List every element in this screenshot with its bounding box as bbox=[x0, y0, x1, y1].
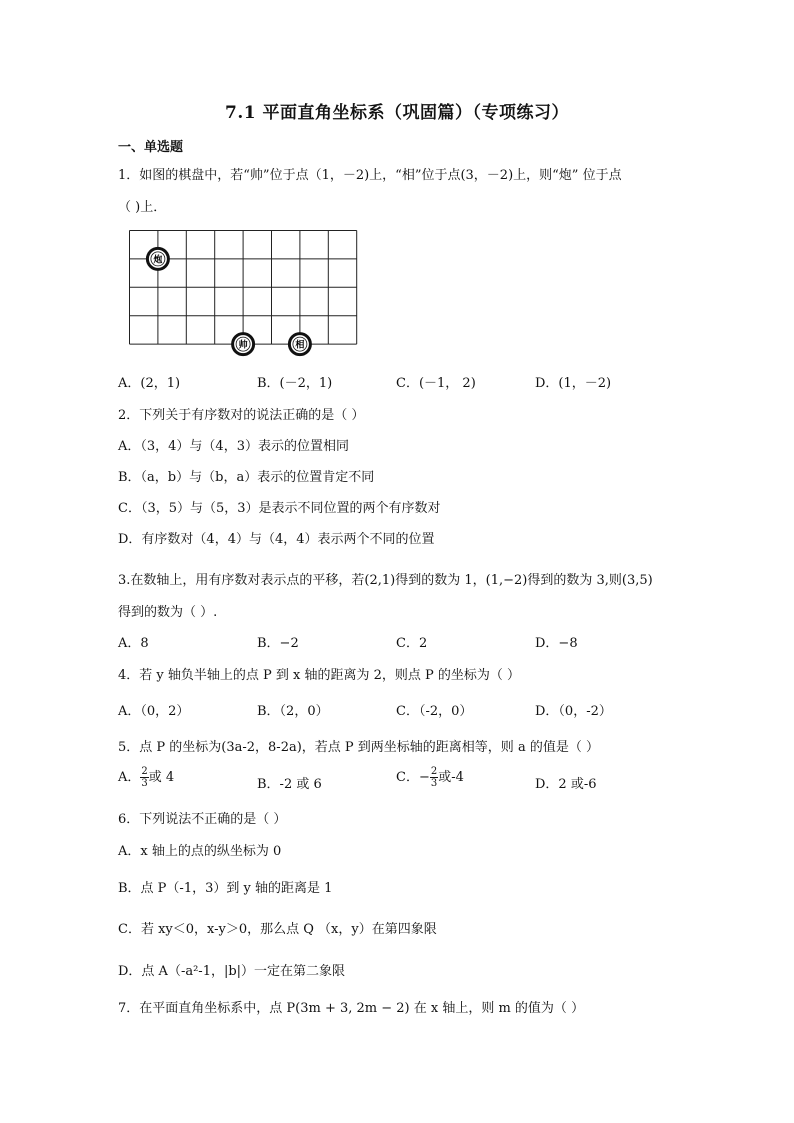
question-4-text: 4．若 y 轴负半轴上的点 P 到 x 轴的距离为 2，则点 P 的坐标为（ ） bbox=[118, 668, 521, 683]
fraction-numerator: 2 bbox=[141, 766, 148, 777]
option-c-prefix: C．− bbox=[396, 770, 430, 785]
question-3-option-d: D．−8 bbox=[535, 636, 578, 651]
question-3-option-a: A．8 bbox=[118, 636, 149, 651]
question-1-option-a: A．(2，1) bbox=[118, 376, 181, 391]
question-6-text: 6．下列说法不正确的是（ ） bbox=[118, 812, 287, 827]
question-2-option-a: A．（3，4）与（4，3）表示的位置相同 bbox=[118, 439, 349, 454]
question-3-text: 3.在数轴上，用有序数对表示点的平移，若(2,1)得到的数为 1，(1,−2)得到的数为 3,则(3,5) bbox=[118, 573, 653, 588]
question-6-option-d: D．点 A（-a²-1，|b|）一定在第二象限 bbox=[118, 964, 346, 979]
chess-piece-label: 炮 bbox=[153, 255, 163, 266]
question-4-option-d: D．（0，-2） bbox=[535, 704, 612, 719]
fraction-denominator: 3 bbox=[141, 778, 148, 789]
question-5-text: 5．点 P 的坐标为(3a-2，8-2a)，若点 P 到两坐标轴的距离相等，则 a 的值是（ ） bbox=[118, 740, 599, 755]
question-1-option-b: B．(－2，1) bbox=[257, 376, 333, 391]
question-5-option-b: B．-2 或 6 bbox=[257, 777, 322, 792]
question-6-option-a: A．x 轴上的点的纵坐标为 0 bbox=[118, 844, 282, 859]
question-6-option-c: C．若 xy＜0，x-y＞0，那么点 Q （x，y）在第四象限 bbox=[118, 922, 437, 937]
question-5-option-c bbox=[396, 766, 464, 789]
question-5-option-d: D．2 或-6 bbox=[535, 777, 597, 792]
question-1-text: 1．如图的棋盘中，若“帅”位于点（1，－2)上，“相”位于点(3，－2)上，则“炮” 位于点 bbox=[118, 168, 622, 183]
question-6-option-b: B．点 P（-1，3）到 y 轴的距离是 1 bbox=[118, 881, 333, 896]
chess-piece-label: 相 bbox=[295, 340, 305, 351]
chess-board-figure bbox=[129, 230, 359, 358]
question-4-option-b: B．（2，0） bbox=[257, 704, 329, 719]
question-2-option-d: D．有序数对（4，4）与（4，4）表示两个不同的位置 bbox=[118, 532, 435, 547]
fraction bbox=[140, 766, 148, 789]
chess-piece-相 bbox=[289, 334, 310, 355]
option-a-suffix: 或 4 bbox=[148, 770, 175, 785]
question-1-text-cont: （ )上． bbox=[118, 200, 167, 215]
question-3-option-c: C．2 bbox=[396, 636, 428, 651]
question-4-option-c: C．（-2，0） bbox=[396, 704, 473, 719]
chess-piece-帅 bbox=[233, 334, 254, 355]
page-title: 7.1 平面直角坐标系（巩固篇）（专项练习） bbox=[225, 103, 569, 123]
chess-piece-炮 bbox=[147, 248, 168, 269]
chess-piece-label: 帅 bbox=[238, 340, 248, 351]
question-3-option-b: B．−2 bbox=[257, 636, 299, 651]
question-2-option-c: C．（3，5）与（5，3）是表示不同位置的两个有序数对 bbox=[118, 501, 441, 516]
question-7-text: 7．在平面直角坐标系中，点 P(3m + 3, 2m − 2) 在 x 轴上，则 m 的值为（ ） bbox=[118, 1001, 585, 1016]
option-a-prefix: A． bbox=[118, 770, 141, 785]
fraction-denominator: 3 bbox=[430, 778, 438, 789]
fraction bbox=[430, 766, 438, 789]
question-5-option-a bbox=[118, 766, 174, 789]
question-4-option-a: A．（0，2） bbox=[118, 704, 190, 719]
question-2-option-b: B．（a，b）与（b，a）表示的位置肯定不同 bbox=[118, 470, 375, 485]
question-1-option-c: C．(－1， 2) bbox=[396, 376, 476, 391]
question-1-option-d: D．(1，－2) bbox=[535, 376, 612, 391]
option-c-suffix: 或-4 bbox=[438, 770, 464, 785]
question-3-text-cont: 得到的数为（ ）. bbox=[118, 605, 218, 620]
question-2-text: 2．下列关于有序数对的说法正确的是（ ） bbox=[118, 408, 365, 423]
section-heading: 一、单选题 bbox=[118, 140, 184, 155]
fraction-numerator: 2 bbox=[430, 766, 438, 777]
